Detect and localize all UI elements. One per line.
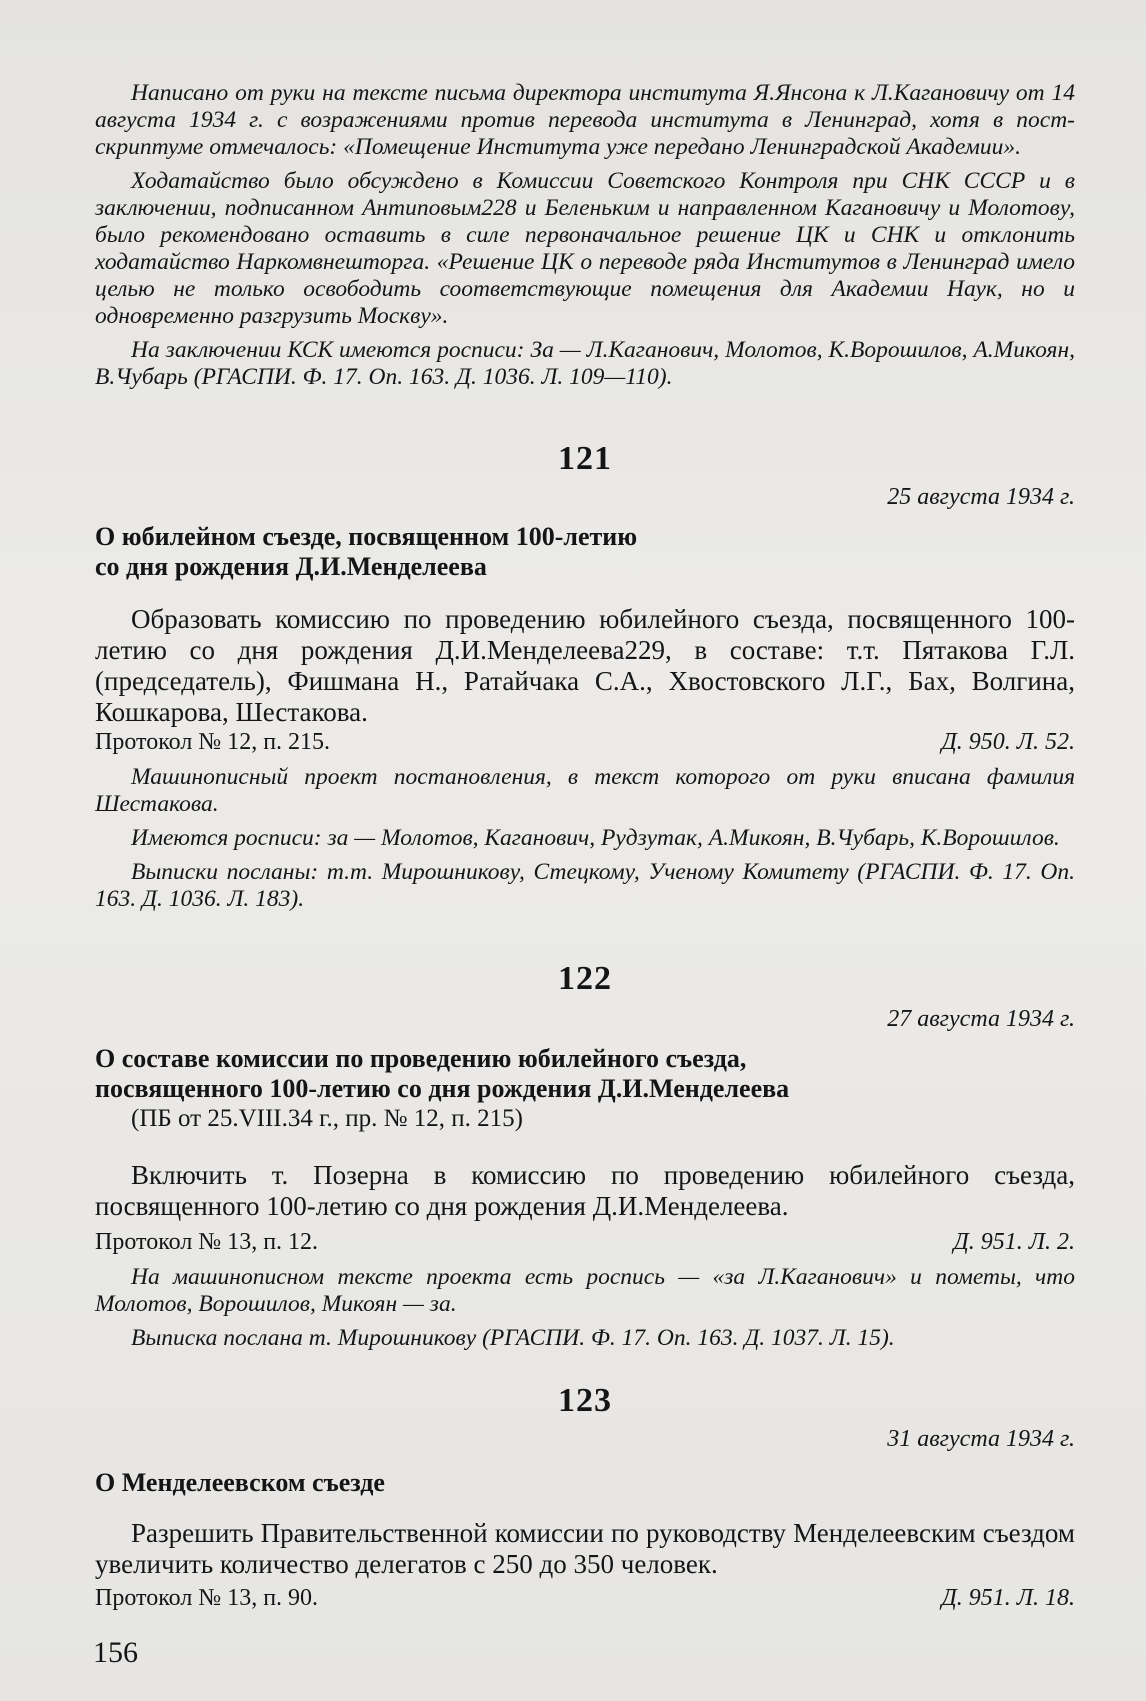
archive-reference: Д. 951. Л. 18. bbox=[941, 1585, 1075, 1611]
document-number: 123 bbox=[558, 1382, 612, 1419]
title-line: со дня рождения Д.И.Менделеева bbox=[95, 552, 487, 581]
archival-note: На машинописном тексте проекта есть роспись — «за Л.Каганович» и пометы, что Молотов, Ворошилов, Микоян — за. bbox=[95, 1264, 1075, 1317]
document-121 bbox=[95, 440, 1075, 478]
archive-reference: Д. 951. Л. 2. bbox=[953, 1229, 1075, 1255]
document-body: Включить т. Позерна в комиссию по проведению юбилейного съезда, посвященного 100-летию со дня рождения Д.И.Менделеева. bbox=[95, 1160, 1075, 1221]
document-date: 25 августа 1934 г. bbox=[887, 484, 1075, 510]
title-line: посвященного 100-летию со дня рождения Д.И.Менделеева bbox=[95, 1074, 790, 1103]
title-line: О юбилейном съезде, посвященном 100-летию bbox=[95, 522, 638, 551]
protocol-text: Протокол № 13, п. 90. bbox=[95, 1585, 319, 1611]
document-122-title bbox=[95, 1044, 1075, 1134]
document-122 bbox=[95, 960, 1075, 998]
document-121-protocol bbox=[95, 728, 1075, 756]
archival-note: Выписка послана т. Мирошникову (РГАСПИ. Ф. 17. Оп. 163. Д. 1037. Л. 15). bbox=[131, 1325, 895, 1351]
intro-note: На заключении КСК имеются росписи: За — Л.Каганович, Молотов, К.Ворошилов, А.Микоян, В.Чубарь (РГАСПИ. Ф. 17. Оп. 163. Д. 1036. Л. 109—110). bbox=[95, 337, 1075, 390]
document-121-title bbox=[95, 522, 1075, 582]
archival-note: Выписки посланы: т.т. Мирошникову, Стецкому, Ученому Комитету (РГАСПИ. Ф. 17. Оп. 163. Д. 1036. Л. 183). bbox=[95, 859, 1075, 912]
document-122-body bbox=[95, 1160, 1075, 1222]
protocol-text: Протокол № 12, п. 215. bbox=[95, 729, 331, 755]
document-date: 27 августа 1934 г. bbox=[887, 1006, 1075, 1032]
intro-notes bbox=[95, 80, 1075, 391]
document-date: 31 августа 1934 г. bbox=[887, 1426, 1075, 1452]
title-line: О составе комиссии по проведению юбилейного съезда, bbox=[95, 1044, 747, 1073]
document-number: 121 bbox=[558, 440, 612, 477]
document-123-title bbox=[95, 1468, 1075, 1498]
document-123-protocol bbox=[95, 1584, 1075, 1612]
document-122-date-row bbox=[95, 1006, 1075, 1033]
intro-note: Ходатайство было обсуждено в Комиссии Советского Контроля при СНК СССР и в заключении, подписанном Антиповым228 и Беленьким и направленном Кагановичу и Молотову, было рекомендовано оставить в силе первоначальное решение ЦК и СНК и отклонить ходатайство Наркомвнешторга. «Решение ЦК о переводе ряда Институтов в Ленинград имело целью не только освободить соответствующие помещения для Академии Наук, но и одновременно разгрузить Москву». bbox=[95, 168, 1075, 329]
intro-note: Написано от руки на тексте письма директора института Я.Янсона к Л.Кагановичу от 14 августа 1934 г. с возражениями против перевода института в Ленинград, хотя в пост-скриптуме отмечалось: «Помещение Института уже передано Ленинградской Академии». bbox=[95, 80, 1075, 160]
page-number: 156 bbox=[93, 1636, 138, 1669]
document-body: Образовать комиссию по проведению юбилейного съезда, посвященного 100-летию со дня рождения Д.И.Менделеева229, в составе: т.т. Пятакова Г.Л. (председатель), Фишмана Н., Ратайчака С.А., Хвостовского Л.Г., Бах, Волгина, Кошкарова, Шестакова. bbox=[95, 604, 1075, 727]
document-121-body bbox=[95, 604, 1075, 728]
archival-note: Имеются росписи: за — Молотов, Каганович, Рудзутак, А.Микоян, В.Чубарь, К.Ворошилов. bbox=[131, 825, 1060, 851]
document-subtitle: (ПБ от 25.VIII.34 г., пр. № 12, п. 215) bbox=[131, 1105, 523, 1132]
document-number: 122 bbox=[558, 960, 612, 997]
document-122-notes bbox=[95, 1264, 1075, 1352]
document-121-notes bbox=[95, 764, 1075, 913]
document-121-date-row bbox=[95, 484, 1075, 511]
document-123-body bbox=[95, 1518, 1075, 1580]
document-123-date-row bbox=[95, 1426, 1075, 1453]
protocol-text: Протокол № 13, п. 12. bbox=[95, 1229, 319, 1255]
document-123 bbox=[95, 1382, 1075, 1420]
document-122-protocol bbox=[95, 1228, 1075, 1256]
archival-note: Машинописный проект постановления, в текст которого от руки вписана фамилия Шестакова. bbox=[95, 764, 1075, 817]
title-line: О Менделеевском съезде bbox=[95, 1468, 385, 1497]
archive-reference: Д. 950. Л. 52. bbox=[941, 729, 1075, 755]
document-body: Разрешить Правительственной комиссии по руководству Менделеевским съездом увеличить количество делегатов с 250 до 350 человек. bbox=[95, 1518, 1075, 1579]
